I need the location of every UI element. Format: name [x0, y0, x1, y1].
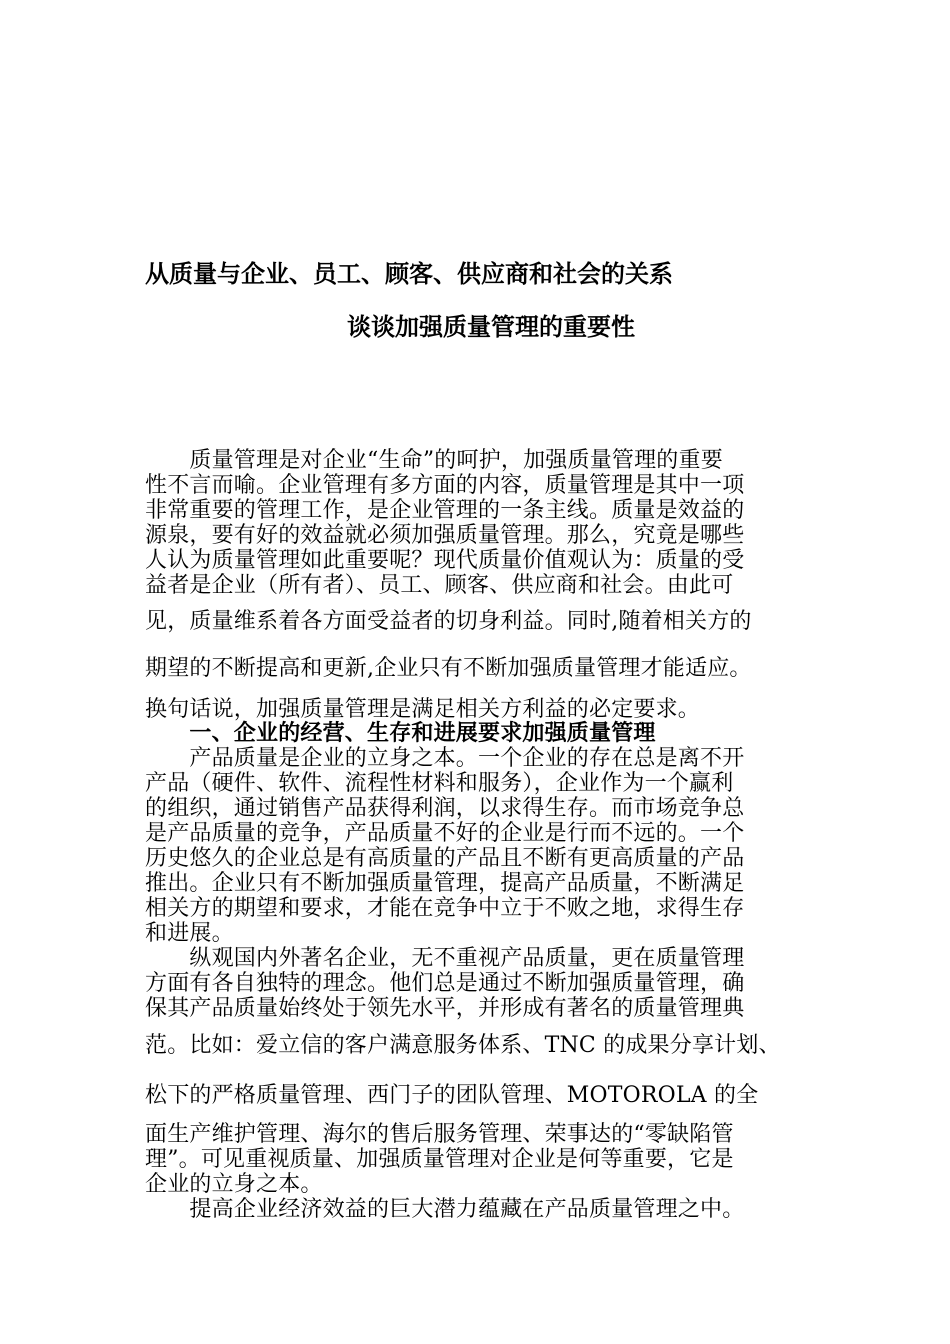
paragraph-line: 面生产维护管理、海尔的售后服务管理、荣事达的“零缺陷管 [145, 1122, 734, 1147]
paragraph-line: 人认为质量管理如此重要呢？现代质量价值观认为：质量的受 [145, 548, 745, 573]
paragraph-line: 和进展。 [145, 921, 234, 946]
paragraph-line: 产品质量是企业的立身之本。一个企业的存在总是离不开 [145, 746, 745, 771]
paragraph-line: 换句话说，加强质量管理是满足相关方利益的必定要求。 [145, 697, 701, 722]
section-heading: 一、企业的经营、生存和进展要求加强质量管理 [145, 721, 656, 746]
paragraph-line: 是产品质量的竞争，产品质量不好的企业是行而不远的。一个 [145, 821, 745, 846]
paragraph-line: 益者是企业（所有者）、员工、顾客、供应商和社会。由此可 [145, 573, 734, 598]
paragraph-line: 理”。可见重视质量、加强质量管理对企业是何等重要，它是 [145, 1147, 734, 1172]
paragraph-line: 松下的严格质量管理、西门子的团队管理、MOTOROLA 的全 [145, 1083, 759, 1108]
document-title-line-1: 从质量与企业、员工、顾客、供应商和社会的关系 [145, 260, 673, 288]
paragraph-line: 推出。企业只有不断加强质量管理，提高产品质量，不断满足 [145, 871, 745, 896]
paragraph-line: 方面有各自独特的理念。他们总是通过不断加强质量管理，确 [145, 971, 745, 996]
paragraph-line: 见，质量维系着各方面受益者的切身利益。同时,随着相关方的 [145, 609, 752, 634]
document-title-line-2: 谈谈加强质量管理的重要性 [347, 313, 635, 341]
paragraph-line: 企业的立身之本。 [145, 1172, 323, 1197]
paragraph-line: 保其产品质量始终处于领先水平，并形成有著名的质量管理典 [145, 996, 745, 1021]
paragraph-line: 性不言而喻。企业管理有多方面的内容，质量管理是其中一项 [145, 473, 745, 498]
paragraph-line: 期望的不断提高和更新,企业只有不断加强质量管理才能适应。 [145, 656, 752, 681]
paragraph-line: 产品（硬件、软件、流程性材料和服务），企业作为一个赢利 [145, 771, 734, 796]
paragraph-line: 历史悠久的企业总是有高质量的产品且不断有更高质量的产品 [145, 846, 745, 871]
paragraph-line: 相关方的期望和要求，才能在竞争中立于不败之地，求得生存 [145, 896, 745, 921]
paragraph-line: 纵观国内外著名企业，无不重视产品质量，更在质量管理 [145, 946, 745, 971]
paragraph-line: 质量管理是对企业“生命”的呵护，加强质量管理的重要 [145, 448, 723, 473]
paragraph-line: 源泉，要有好的效益就必须加强质量管理。那么，究竟是哪些 [145, 523, 745, 548]
paragraph-line: 非常重要的管理工作，是企业管理的一条主线。质量是效益的 [145, 498, 745, 523]
paragraph-line: 范。比如：爱立信的客户满意服务体系、TNC 的成果分享计划、 [145, 1033, 781, 1058]
paragraph-line: 提高企业经济效益的巨大潜力蕴藏在产品质量管理之中。 [145, 1197, 745, 1222]
paragraph-line: 的组织，通过销售产品获得利润，以求得生存。而市场竞争总 [145, 796, 745, 821]
